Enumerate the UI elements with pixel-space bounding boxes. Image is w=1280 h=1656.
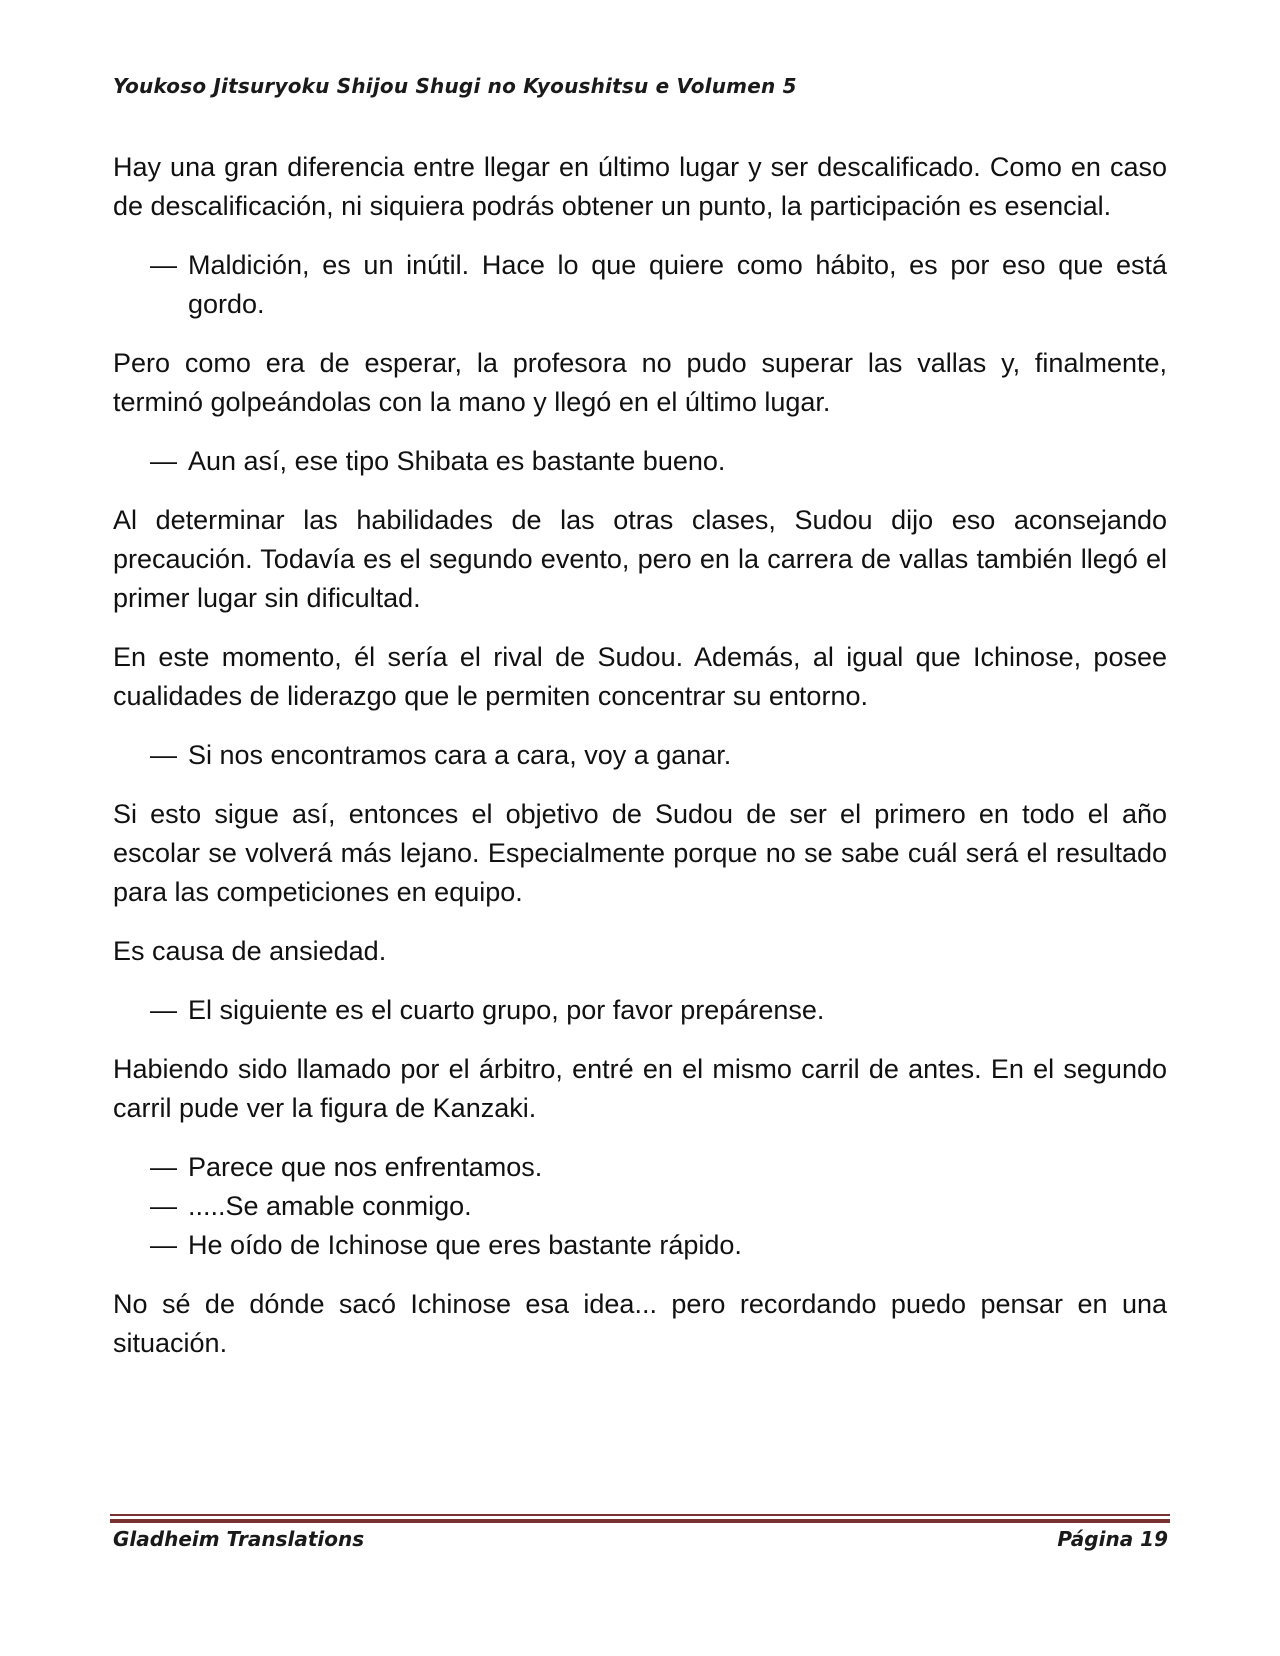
page-header-title: Youkoso Jitsuryoku Shijou Shugi no Kyoushitsu e Volumen 5	[113, 74, 797, 98]
footer-rule-thick	[110, 1519, 1170, 1523]
paragraph-7: Habiendo sido llamado por el árbitro, entré en el mismo carril de antes. En el segundo carril pude ver la figura de Kanzaki.	[113, 1054, 1167, 1123]
dialogue-3	[113, 736, 1167, 775]
dialogue-2	[113, 442, 1167, 481]
dialogue-1	[113, 246, 1167, 324]
footer-rule-thin	[110, 1514, 1170, 1516]
dialogue-dash: —	[150, 446, 177, 476]
dialogue-text: Aun así, ese tipo Shibata es bastante bueno.	[188, 446, 726, 476]
page-body	[113, 148, 1167, 1383]
dialogue-dash: —	[150, 1152, 177, 1182]
footer-page-number: Página 19	[1057, 1527, 1168, 1551]
paragraph-5: Si esto sigue así, entonces el objetivo de Sudou de ser el primero en todo el año escolar se volverá más lejano. Especialmente porque no se sabe cuál será el resultado para las competiciones en equipo.	[113, 799, 1167, 907]
dialogue-dash: —	[150, 995, 177, 1025]
paragraph-1: Hay una gran diferencia entre llegar en último lugar y ser descalificado. Como en caso de descalificación, ni siquiera podrás obtener un punto, la participación es esencial.	[113, 152, 1167, 221]
dialogue-6	[113, 1187, 1167, 1226]
paragraph-6: Es causa de ansiedad.	[113, 936, 387, 966]
dialogue-text: .....Se amable conmigo.	[188, 1191, 472, 1221]
dialogue-dash: —	[150, 1191, 177, 1221]
dialogue-dash: —	[150, 740, 177, 770]
dialogue-5	[113, 1148, 1167, 1187]
dialogue-group	[113, 1148, 1167, 1265]
dialogue-text: Parece que nos enfrentamos.	[188, 1152, 543, 1182]
dialogue-4	[113, 991, 1167, 1030]
paragraph-8: No sé de dónde sacó Ichinose esa idea... pero recordando puedo pensar en una situación.	[113, 1289, 1167, 1358]
paragraph-3: Al determinar las habilidades de las otras clases, Sudou dijo eso aconsejando precaución. Todavía es el segundo evento, pero en la carrera de vallas también llegó el primer lugar sin dificultad.	[113, 505, 1167, 613]
dialogue-text: El siguiente es el cuarto grupo, por favor prepárense.	[188, 995, 825, 1025]
dialogue-text: Si nos encontramos cara a cara, voy a ganar.	[188, 740, 732, 770]
dialogue-text: He oído de Ichinose que eres bastante rápido.	[188, 1230, 742, 1260]
paragraph-4: En este momento, él sería el rival de Sudou. Además, al igual que Ichinose, posee cualidades de liderazgo que le permiten concentrar su entorno.	[113, 642, 1167, 711]
paragraph-2: Pero como era de esperar, la profesora no pudo superar las vallas y, finalmente, terminó golpeándolas con la mano y llegó en el último lugar.	[113, 348, 1167, 417]
dialogue-dash: —	[150, 1230, 177, 1260]
dialogue-dash: —	[150, 250, 177, 280]
dialogue-7	[113, 1226, 1167, 1265]
footer-publisher: Gladheim Translations	[113, 1527, 365, 1551]
dialogue-text: Maldición, es un inútil. Hace lo que quiere como hábito, es por eso que está gordo.	[188, 250, 1167, 319]
